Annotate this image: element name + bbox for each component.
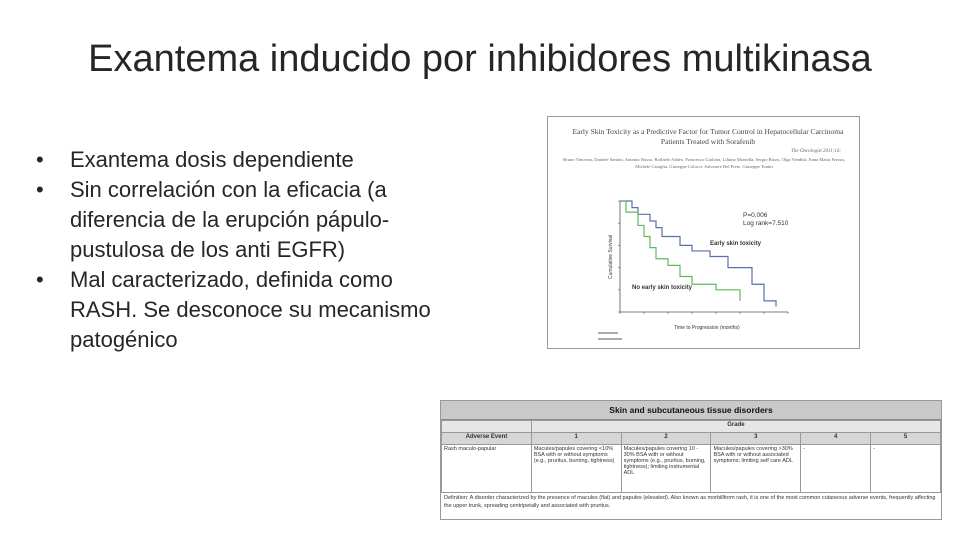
paper-authors: Bruno Vincenzi, Daniele Santini, Antonio Russo, Raffaele Addeo, Francesco Giuliani, Liliana Montella, Sergio Rizzo, Olga Venditti, Anna Maria Frezza, Michele Caraglia, Giuseppe Colucci, Salvatore Del Prete, Giuseppe Tonini	[563, 157, 845, 169]
ctcae-table	[441, 420, 941, 493]
table-row	[442, 445, 941, 493]
ctcae-table-image	[440, 400, 942, 520]
paper-figure	[547, 116, 860, 349]
ctcae-blank-cell	[442, 421, 532, 433]
event-cell: Rash maculo-papular	[442, 445, 532, 493]
y-axis-label: Cumulative Survival	[608, 234, 614, 279]
ctcae-header: Skin and subcutaneous tissue disorders	[441, 401, 941, 420]
bullet-list	[36, 145, 436, 355]
no-early-series-label: No early skin toxicity	[632, 285, 693, 291]
grade-2-header: 2	[621, 433, 711, 445]
paper-journal: The Oncologist 2011;16:	[791, 149, 841, 154]
logrank-label: Log rank=7.510	[743, 220, 789, 227]
grade-3-header: 3	[711, 433, 801, 445]
paper-title: Early Skin Toxicity as a Predictive Factor for Tumor Control in Hepatocellular Carcinoma Patients Treated with Sorafenib	[572, 127, 844, 146]
x-axis-label: Time to Progression (months)	[674, 325, 740, 331]
ctcae-definition: Definition: A disorder characterized by the presence of macules (flat) and papules (elevated). Also known as morbillform rash, it is one of the most common cutaneous adverse events, frequently affecting the upper trunk, spreading centripetally and associated with pruritus.	[444, 495, 936, 509]
image-crop-edge	[441, 515, 941, 519]
early-series-label: Early skin toxicity	[710, 241, 762, 247]
grade-header: Grade	[531, 421, 940, 433]
p-value-label: P=0.006	[743, 212, 768, 219]
grade-2-cell: Macules/papules covering 10 - 30% BSA with or without symptoms (e.g., pruritus, burning, tightness); limiting instrumental ADL	[621, 445, 711, 493]
grade-1-header: 1	[531, 433, 621, 445]
kaplan-meier-chart	[548, 117, 859, 348]
bullet-item: • Exantema dosis dependiente	[36, 145, 436, 175]
grade-3-cell: Macules/papules covering >30% BSA with or without associated symptoms; limiting self care ADL	[711, 445, 801, 493]
bullet-item: • Sin correlación con la eficacia (a diferencia de la erupción pápulo-pustulosa de los anti EGFR)	[36, 175, 436, 265]
grade-4-header: 4	[801, 433, 871, 445]
grade-5-cell: -	[871, 445, 941, 493]
number-at-risk-table	[598, 332, 622, 340]
adverse-event-header: Adverse Event	[442, 433, 532, 445]
grade-5-header: 5	[871, 433, 941, 445]
bullet-item: • Mal caracterizado, definida como RASH. Se desconoce su mecanismo patogénico	[36, 265, 436, 355]
slide-title: Exantema inducido por inhibidores multikinasa	[88, 38, 872, 80]
grade-4-cell: -	[801, 445, 871, 493]
grade-1-cell: Macules/papules covering <10% BSA with or without symptoms (e.g., pruritus, burning, tightness)	[531, 445, 621, 493]
